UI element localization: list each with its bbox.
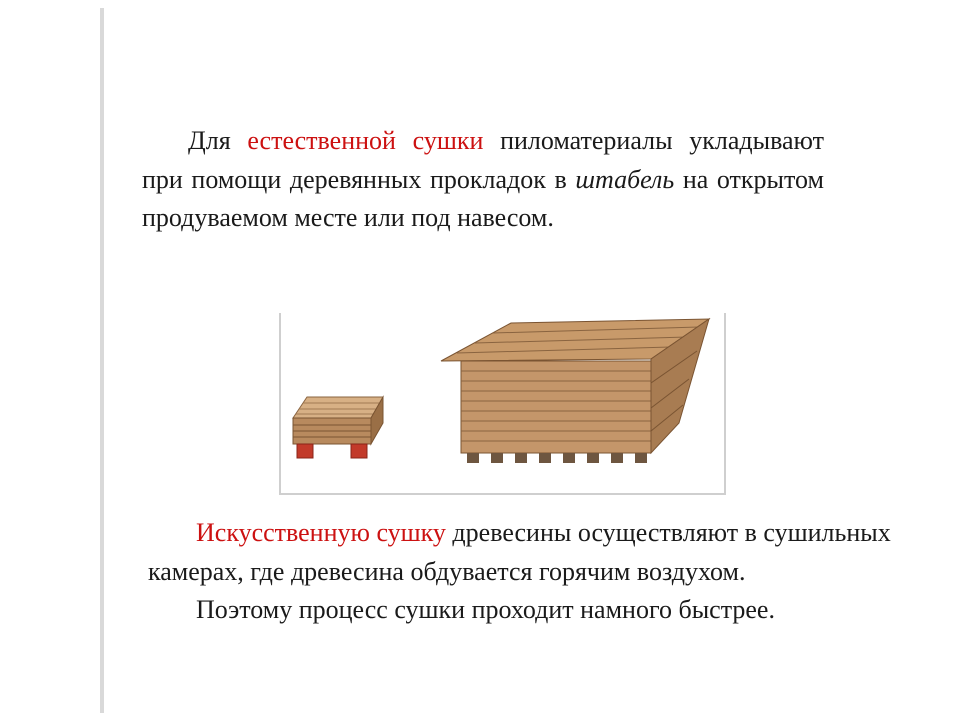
conclusion-text: Поэтому процесс сушки проходит намного быстрее.: [196, 595, 775, 624]
text-segment: на открытом продуваемом месте или под навесом.: [142, 164, 824, 232]
natural-drying-paragraph: [142, 122, 824, 238]
brick-support: [297, 444, 313, 458]
text-segment: древесины осуществляют в сушильных камерах, где древесина обдувается горячим воздухом.: [148, 518, 891, 586]
text-segment: Для: [188, 126, 231, 155]
text-segment: пиломатериалы укладывают при помощи деревянных прокладок в: [142, 126, 824, 194]
small-stack-top: [293, 397, 383, 418]
lumber-stacks-figure: [279, 313, 726, 495]
artificial-drying-paragraph: [148, 514, 928, 630]
small-lumber-stack: [293, 397, 383, 458]
brick-support: [351, 444, 367, 458]
large-lumber-stack: [441, 319, 709, 463]
left-divider-line: [100, 8, 104, 713]
highlight-term-artificial-drying: Искусственную сушку: [196, 518, 446, 547]
highlight-term-natural-drying: естественной сушки: [247, 126, 484, 155]
stack-front: [461, 361, 651, 453]
italic-term-stack: штабель: [575, 164, 675, 194]
